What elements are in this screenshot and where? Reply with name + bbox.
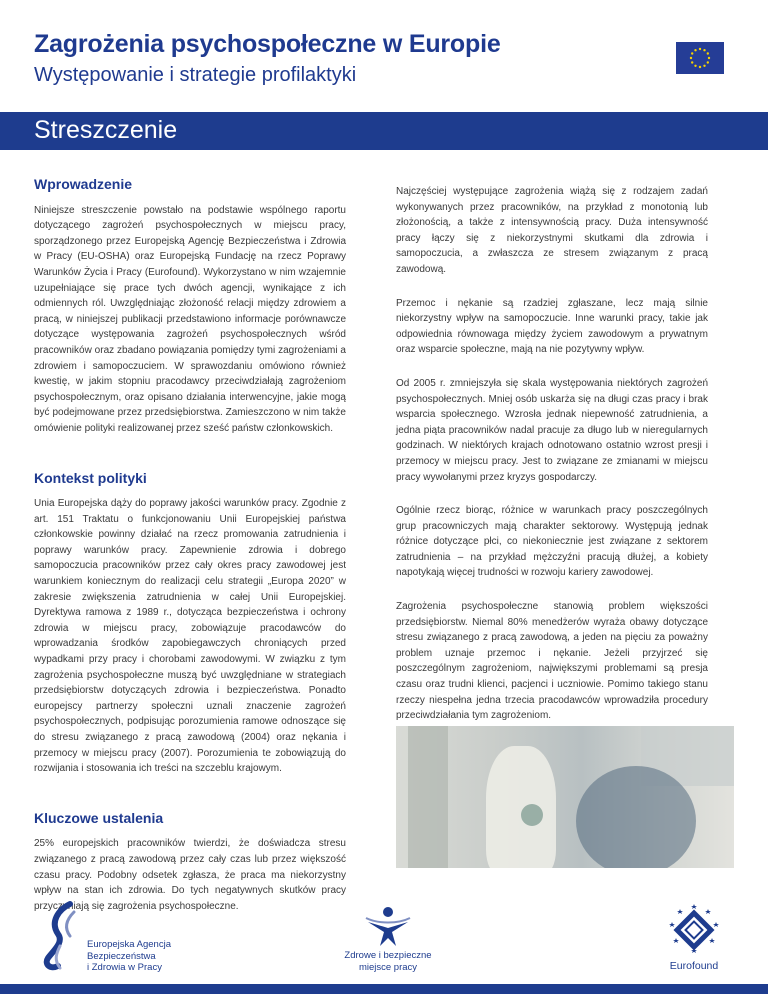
paragraph: Najczęściej występujące zagrożenia wiążą się z rodzajem zadań wykonywanych przez pracowników, na przykład z monotonią lub złożonością, a także z intensywnością pracy. Duża intensywność pracy łączy się z niekorzystnymi skutkami dla zdrowia i samopoczucia, a zwłaszcza ze stresem związanym z pracą zawodową. xyxy=(396,186,708,275)
section-introduction xyxy=(34,177,346,437)
section-heading: Wprowadzenie xyxy=(34,176,133,192)
eu-osha-mark-icon xyxy=(40,900,86,980)
summary-title: Streszczenie xyxy=(34,116,178,144)
eu-flag-icon xyxy=(676,42,724,74)
healthy-workplaces-figure-icon xyxy=(338,902,438,948)
section-policy-context xyxy=(34,471,346,777)
paragraph: 25% europejskich pracowników twierdzi, że doświadcza stresu związanego z pracą zawodową przez cały czas lub przez większość czasu pracy. Podobny odsetek zgłasza, że praca ma niekorzystny wpływ na stan ich zdrowia. Do tych negatywnych skutków pracy przyczyniają się zagrożenia psychospołeczne. xyxy=(34,838,346,912)
paragraph: Unia Europejska dąży do poprawy jakości warunków pracy. Zgodnie z art. 151 Traktatu o funkcjonowaniu Unii Europejskiej państwa członkowskie powinny działać na rzecz promowania zatrudnienia i poprawy warunków pracy. Zapewnienie zdrowia i dobrego samopoczucia pracowników przez cały okres pracy zawodowej jest warunkiem koniecznym do realizacji celu strategii „Europa 2020” w zakresie zwiększenia zatrudnienia w całej Unii Europejskiej. Dyrektywa ramowa z 1989 r., dotycząca bezpieczeństwa i ochrony zdrowia w miejscu pracy, zobowiązuje pracodawców do wprowadzania środków zapobiegawczych chroniących przed wypadkami przy pracy i chorobami zawodowymi. W związku z tym zagrożenia psychospołeczne muszą być uwzględniane w strategiach przedsiębiorstw dotyczących zdrowia i bezpieczeństwa. Ponadto europejscy partnerzy społeczni uznali znaczenie zagrożeń psychospołecznych, podpisując porozumienia ramowe odnoszące się do stresu związanego z pracą zawodową (2004) oraz nękania i przemocy w miejscu pracy (2007). Porozumienia te zobowiązują do rozwijania i stosowania ich treści na szczeblu krajowym. xyxy=(34,498,346,775)
eurofound-name: Eurofound xyxy=(669,960,719,972)
document-subtitle: Występowanie i strategie profilaktyki xyxy=(34,64,357,86)
healthy-workplaces-logo xyxy=(338,902,438,984)
logo-text-line: Bezpieczeństwa xyxy=(87,950,156,962)
photo-blur-shape xyxy=(408,726,448,868)
eu-osha-logo xyxy=(40,900,180,980)
section-heading: Kontekst polityki xyxy=(34,469,147,486)
eurofound-logo xyxy=(654,900,734,974)
section-key-findings xyxy=(34,811,346,915)
eu-osha-name xyxy=(87,939,171,974)
page-header xyxy=(0,0,768,112)
healthy-workplaces-name xyxy=(338,950,438,973)
footer-bar xyxy=(0,984,768,994)
paragraph: Przemoc i nękanie są rzadziej zgłaszane, lecz mają silnie niekorzystny wpływ na samopoczucie. Inne warunki pracy, takie jak odpowiednia równowaga między życiem zawodowym a prywatnym oraz wsparcie społeczne, mają na nie pozytywny wpływ. xyxy=(396,297,708,356)
photo-blur-shape xyxy=(486,746,556,868)
eurofound-mark-icon xyxy=(654,900,734,958)
paragraph: Zagrożenia psychospołeczne stanowią problem większości przedsiębiorstw. Niemal 80% menedżerów wyraża obawy dotyczące stresu związanego z pracą zawodową, a jeden na pięciu za poważny problem uznaje przemoc i nękanie. Jeżeli przyjrzeć się poszczególnym zagrożeniom, największymi problemami są presja czasu oraz trudni klienci, pacjenci i uczniowie. Pomimo takiego stanu rzeczy niespełna jedna trzecia pracodawców wprowadziła procedury przeciwdziałania tym zagrożeniom. xyxy=(396,601,708,722)
summary-band xyxy=(0,112,768,150)
photo-blur-shape xyxy=(521,804,543,826)
right-column xyxy=(396,184,708,791)
logo-text-line: Zdrowe i bezpieczne xyxy=(344,950,432,961)
left-column xyxy=(34,177,346,948)
document-title: Zagrożenia psychospołeczne w Europie xyxy=(34,30,501,58)
paragraph: Od 2005 r. zmniejszyła się skala występowania niektórych zagrożeń psychospołecznych. Mniej osób uskarża się na długi czas pracy i brak wsparcia społecznego. Wzrosła jednak niepewność zatrudnienia, a jedna piąta pracowników nadal pracuje za długo lub w nieregularnych godzinach. W niektórych krajach odnotowano ostatnio wzrost presji i przemocy w miejscu pracy. Jest to związane ze zmianami w miejscu pracy wywołanymi przez kryzys gospodarczy. xyxy=(396,377,708,483)
paragraph: Niniejsze streszczenie powstało na podstawie wspólnego raportu dotyczącego zagrożeń psychospołecznych w miejscu pracy, sporządzonego przez Europejską Agencję Bezpieczeństwa i Zdrowia w Pracy (EU-OSHA) oraz Europejską Fundację na rzecz Poprawy Warunków Życia i Pracy (Eurofound). Wykorzystano w nim wzajemnie uzupełniające się prace tych dwóch agencji, wynikające z ich odmiennych ról. Uwzględniając złożoność relacji między zdrowiem a pracą, w niniejszej publikacji przedstawiono informacje porównawcze dotyczące występowania zagrożeń psychospołecznych wśród pracowników oraz zbadano powiązania pomiędzy tymi zagrożeniami a zdrowiem i samopoczuciem. W sprawozdaniu omówiono również kwestię, w jakim stopniu pracodawcy przeciwdziałają zagrożeniom psychospołecznym, oraz opisano działania interwencyjne, jakie mogą być podejmowane przez przedsiębiorstwa. Zamieszczono w nim także omówienie polityki realizowanej przez sześć państw członkowskich. xyxy=(34,204,346,434)
paragraph: Ogólnie rzecz biorąc, różnice w warunkach pracy poszczególnych grup pracowniczych mają charakter sektorowy. Występują jednak różnice dotyczące płci, co niekoniecznie jest związane z sektorem zatrudnienia – na przykład mężczyźni pracują dłużej, a kobiety napotykają więcej trudności w rozwoju kariery zawodowej. xyxy=(396,505,708,579)
section-heading: Kluczowe ustalenia xyxy=(34,809,164,826)
photo-blur-shape xyxy=(576,766,696,868)
logo-text-line: i Zdrowia w Pracy xyxy=(87,962,162,973)
logo-text-line: miejsce pracy xyxy=(358,961,418,973)
hospital-corridor-photo xyxy=(396,726,734,868)
logo-text-line: Europejska Agencja xyxy=(87,939,171,950)
